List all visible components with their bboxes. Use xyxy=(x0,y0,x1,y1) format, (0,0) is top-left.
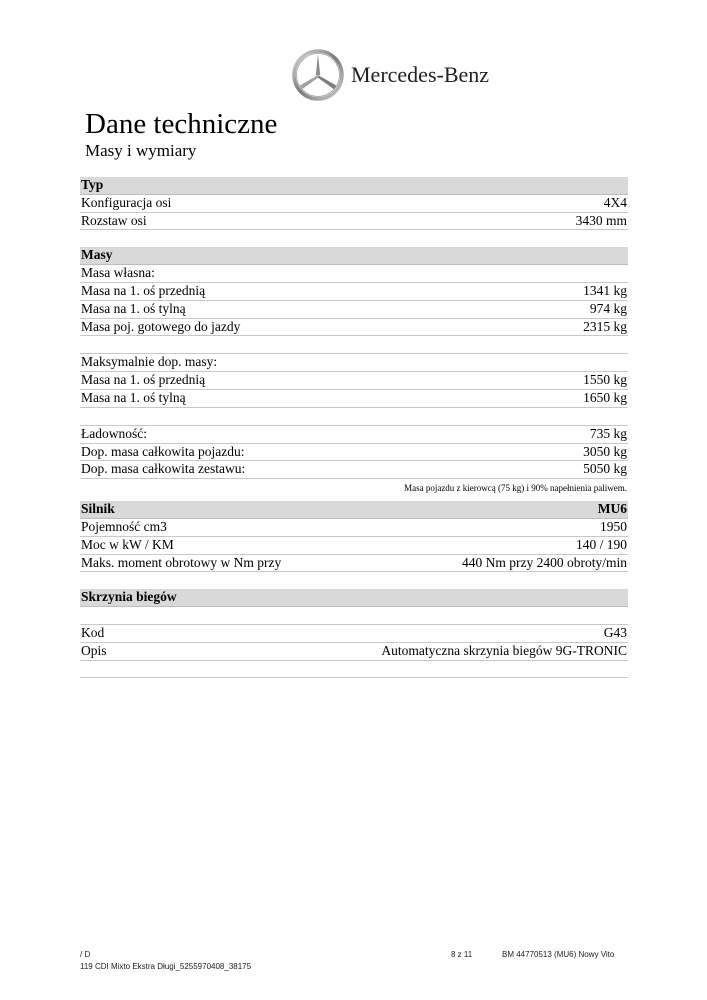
table-row-empty xyxy=(80,607,628,625)
row-value: 5050 kg xyxy=(583,461,627,477)
row-label: Maks. moment obrotowy w Nm przy xyxy=(81,554,282,570)
row-value: 974 kg xyxy=(589,300,627,316)
row-label: Masa własna: xyxy=(81,265,155,281)
row-label: Rozstaw osi xyxy=(81,212,147,228)
row-value: 3050 kg xyxy=(583,443,627,459)
row-value: 1650 kg xyxy=(583,389,627,405)
row-value: 140 / 190 xyxy=(575,536,627,552)
spacer xyxy=(80,408,628,426)
row-label: Masa na 1. oś tylną xyxy=(81,389,186,405)
page-subtitle: Masy i wymiary xyxy=(85,141,197,160)
table-row xyxy=(80,354,628,372)
row-label: Opis xyxy=(81,642,107,658)
table-row xyxy=(80,537,628,555)
row-label: Dop. masa całkowita pojazdu: xyxy=(81,443,245,459)
row-value: 2315 kg xyxy=(583,318,627,334)
row-value: 440 Nm przy 2400 obroty/min xyxy=(462,554,627,570)
table-row xyxy=(80,265,628,283)
row-label: Ładowność: xyxy=(81,425,147,441)
table-row xyxy=(80,390,628,408)
table-row xyxy=(80,301,628,319)
table-row xyxy=(80,213,628,231)
table-row xyxy=(80,319,628,337)
table-row xyxy=(80,643,628,661)
brand-logo xyxy=(291,48,511,102)
page-title: Dane techniczne xyxy=(85,108,278,140)
section-title: Silnik xyxy=(81,501,115,517)
row-value: Automatyczna skrzynia biegów 9G-TRONIC xyxy=(381,642,627,658)
spacer xyxy=(80,336,628,354)
section-title: Masy xyxy=(81,247,113,263)
row-value: 4X4 xyxy=(603,194,627,210)
row-label: Dop. masa całkowita zestawu: xyxy=(81,461,246,477)
row-label: Kod xyxy=(81,624,105,640)
spec-table xyxy=(80,177,628,678)
row-label: Masa na 1. oś przednią xyxy=(81,372,206,388)
spacer xyxy=(80,230,628,247)
table-row xyxy=(80,372,628,390)
mass-note: Masa pojazdu z kierowcą (75 kg) i 90% napełnienia paliwem. xyxy=(404,483,627,494)
footer-model-code: BM 44770513 (MU6) Nowy Vito xyxy=(502,950,615,959)
row-label: Pojemność cm3 xyxy=(81,518,167,534)
row-value: 735 kg xyxy=(589,425,627,441)
section-header-skrzynia xyxy=(80,589,628,607)
row-value: 1341 kg xyxy=(583,282,627,298)
row-value: 1550 kg xyxy=(583,372,627,388)
table-row xyxy=(80,195,628,213)
section-title: Skrzynia biegów xyxy=(81,589,177,605)
row-value: G43 xyxy=(603,624,627,640)
engine-code: MU6 xyxy=(597,501,627,517)
spacer xyxy=(80,572,628,589)
footer-doc-ref: / D xyxy=(80,950,91,959)
mercedes-star-icon xyxy=(291,48,345,102)
table-row xyxy=(80,625,628,643)
row-label: Maksymalnie dop. masy: xyxy=(81,354,218,370)
table-row xyxy=(80,461,628,479)
table-row xyxy=(80,283,628,301)
table-row xyxy=(80,519,628,537)
table-row xyxy=(80,555,628,573)
row-value: 1950 xyxy=(600,518,627,534)
row-label: Masa na 1. oś przednią xyxy=(81,282,206,298)
row-label: Konfiguracja osi xyxy=(81,194,172,210)
table-row-empty xyxy=(80,661,628,679)
row-label: Moc w kW / KM xyxy=(81,536,174,552)
section-header-masy xyxy=(80,247,628,265)
table-row xyxy=(80,426,628,444)
footer-model-name: 119 CDI Mixto Ekstra Długi_5255970408_38175 xyxy=(80,962,252,971)
row-label: Masa poj. gotowego do jazdy xyxy=(81,318,241,334)
section-title: Typ xyxy=(81,177,104,192)
section-header-typ xyxy=(80,177,628,195)
footer-page-number: 8 z 11 xyxy=(451,950,473,959)
row-label: Masa na 1. oś tylną xyxy=(81,300,186,316)
row-value: 3430 mm xyxy=(575,212,627,228)
brand-name: Mercedes-Benz xyxy=(351,62,490,87)
section-header-silnik xyxy=(80,501,628,519)
table-row xyxy=(80,444,628,462)
